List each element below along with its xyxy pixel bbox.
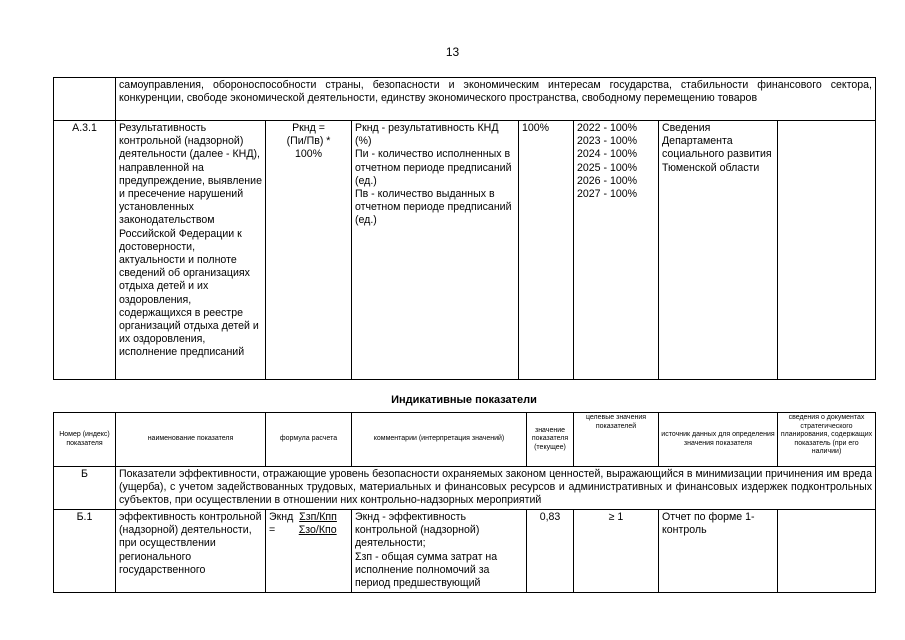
header-formula: формула расчета: [266, 413, 352, 467]
formula-lhs: Экнд: [269, 511, 294, 523]
indicator-current-value: 100%: [519, 121, 574, 380]
header-row: [54, 413, 876, 467]
indicator-comment: [352, 121, 519, 380]
target-line: 2026 - 100%: [577, 174, 638, 187]
continuation-text: самоуправления, обороноспособности страны, безопасности и экономическим интересам государства, стабильности финансового сектора, конкуренции, свободе экономической деятельности, единству экономического пространства, свободному перемещению товаров: [116, 78, 876, 121]
target-line: 2023 - 100%: [577, 135, 638, 148]
indicator-id: Б.1: [54, 510, 116, 593]
indicator-id: А.3.1: [54, 121, 116, 380]
indicator-targets: [574, 121, 659, 380]
indicator-current-value: 0,83: [527, 510, 574, 593]
comment-line: Пв - количество выданных в отчетном периоде предписаний (ед.): [355, 188, 512, 227]
comment-line: Ркнд - результативность КНД (%): [355, 122, 499, 148]
comment-line: Экнд - эффективность контрольной (надзорной) деятельности;: [355, 511, 480, 550]
header-source: источник данных для определения значения показателя: [659, 413, 778, 467]
indicator-target: ≥ 1: [574, 510, 659, 593]
header-name: наименование показателя: [116, 413, 266, 467]
target-line: 2027 - 100%: [577, 188, 638, 201]
formula-denominator: Σзо/Кпо: [298, 524, 337, 537]
section-title: Индикативные показатели: [391, 394, 537, 406]
formula-line: Ркнд =: [292, 122, 325, 134]
formula-line: (Пи/Пв) *: [286, 135, 331, 148]
continuation-row: [54, 78, 876, 121]
header-number: Номер (индекс) показателя: [54, 413, 116, 467]
indicator-name: Результативность контрольной (надзорной) деятельности (далее - КНД), направленной на предупреждение, выявление и пресечение нарушений установленных законодательством Российской Федерации к достоверности, актуальности и полноте сведений об организациях отдыха детей и их оздоровления, содержащихся в реестре организаций отдыха детей и их оздоровления, исполнение предписаний: [116, 121, 266, 380]
header-docs: сведения о документах стратегического планирования, содержащих показатель (при его наличии): [778, 413, 876, 467]
comment-line: Σзп - общая сумма затрат на исполнение полномочий за период предшествующий: [355, 550, 498, 590]
formula-line: 100%: [294, 148, 323, 161]
indicative-indicators-table: [53, 412, 876, 593]
formula-eq: =: [269, 524, 276, 537]
header-current: значение показателя (текущее): [527, 413, 574, 467]
indicator-docs: [778, 510, 876, 593]
page-number: 13: [445, 45, 460, 59]
group-row: [54, 467, 876, 510]
header-comment: комментарии (интерпретация значений): [352, 413, 527, 467]
indicator-docs: [778, 121, 876, 380]
header-target: целевые значения показателей: [574, 413, 659, 467]
comment-line: Пи - количество исполненных в отчетном периоде предписаний (ед.): [355, 148, 512, 187]
indicator-source: Отчет по форме 1-контроль: [659, 510, 778, 593]
table-row: [54, 510, 876, 593]
group-id: Б: [54, 467, 116, 510]
indicator-formula: [266, 121, 352, 380]
top-indicators-table: [53, 77, 876, 380]
target-line: 2025 - 100%: [577, 161, 638, 174]
group-text: Показатели эффективности, отражающие уровень безопасности охраняемых законом ценностей, выражающийся в минимизации причинения им вреда (ущерба), с учетом задействованных трудовых, материальных и финансовых ресурсов и административных и финансовых издержек подконтрольных субъектов, при осуществлении в отношении них контрольно-надзорных мероприятий: [116, 467, 876, 510]
indicator-name: эффективность контрольной (надзорной) деятельности, при осуществлении регионального государственного: [116, 510, 266, 593]
indicator-source: Сведения Департамента социального развития Тюменской области: [659, 121, 778, 380]
indicator-comment: [352, 510, 527, 593]
formula-numerator: Σзп/Кпп: [299, 511, 337, 523]
table-row: [54, 121, 876, 380]
indicator-formula: [266, 510, 352, 593]
target-line: 2022 - 100%: [577, 122, 638, 134]
target-line: 2024 - 100%: [577, 148, 638, 161]
